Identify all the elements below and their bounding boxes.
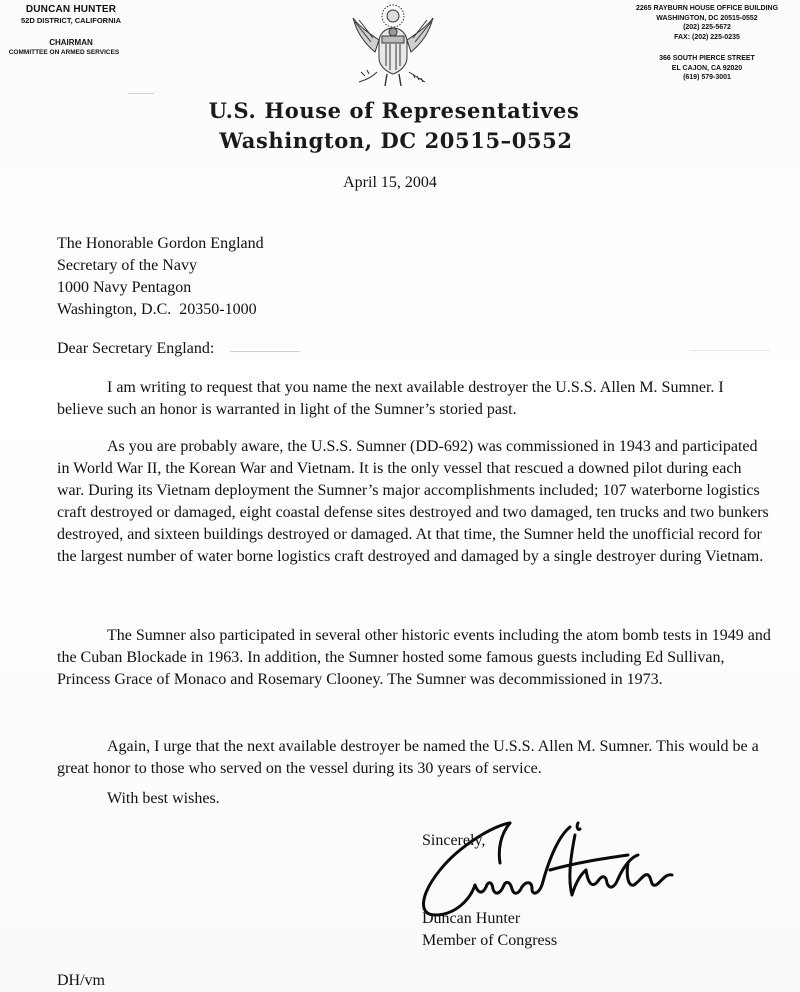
dc-office-line: FAX: (202) 225-0235: [674, 33, 740, 41]
house-address: Washington, DC 20515–0552: [219, 128, 573, 153]
letterhead-offices-block: [622, 4, 792, 83]
great-seal-eagle-icon: [349, 2, 437, 88]
recipient-line: Washington, D.C. 20350-1000: [57, 301, 257, 318]
member-name: DUNCAN HUNTER: [25, 4, 117, 15]
dc-office-line: (202) 225-5672: [683, 24, 731, 31]
dc-office-line: 2265 RAYBURN HOUSE OFFICE BUILDING: [635, 5, 779, 12]
signer-title: Member of Congress: [422, 932, 558, 949]
recipient-address: [57, 233, 264, 321]
district-office-line: (619) 579-3001: [683, 74, 731, 81]
body-paragraph: Again, I urge that the next available destroyer be named the U.S.S. Allen M. Sumner. This would be a great honor to those who served on the vessel during its 30 years of service.: [57, 738, 759, 777]
member-committee: COMMITTEE ON ARMED SERVICES: [8, 49, 120, 56]
body-paragraph: The Sumner also participated in several other historic events including the atom bomb tests in 1949 and the Cuban Blockade in 1963. In addition, the Sumner hosted some famous guests including Ed Sullivan, Princess Grace of Monaco and Rosemary Clooney. The Sumner was decommissioned in 1973.: [57, 627, 771, 688]
body-paragraph: As you are probably aware, the U.S.S. Sumner (DD-692) was commissioned in 1943 and participated in World War II, the Korean War and Vietnam. It is the only vessel that rescued a downed pilot during each war. During its Vietnam deployment the Sumner’s major accomplishments included; 107 waterborne logistics craft destroyed or damaged, eight coastal defense sites destroyed and two damaged, ten trucks and two bunkers destroyed, and sixteen buildings destroyed or damaged. At that time, the Sumner held the unofficial record for the largest number of water borne logistics craft destroyed and damaged by a single destroyer during Vietnam.: [57, 438, 769, 565]
salutation: Dear Secretary England:: [57, 340, 215, 357]
signer-name: Duncan Hunter: [422, 910, 521, 927]
recipient-line: The Honorable Gordon England: [57, 235, 264, 252]
closing-wishes: With best wishes.: [107, 790, 220, 807]
signer-block: [422, 908, 557, 952]
typist-initials: DH/vm: [57, 972, 105, 989]
recipient-line: 1000 Navy Pentagon: [57, 279, 192, 296]
letter-date: April 15, 2004: [343, 174, 437, 191]
sign-off: Sincerely,: [422, 832, 486, 849]
dc-office-line: WASHINGTON, DC 20515-0552: [656, 14, 758, 22]
house-title: U.S. House of Representatives: [208, 98, 580, 123]
letterhead-member-block: [6, 4, 136, 56]
district-office-line: EL CAJON, CA 92020: [671, 64, 743, 72]
member-role: CHAIRMAN: [49, 38, 93, 47]
member-district: 52D DISTRICT, CALIFORNIA: [20, 16, 121, 25]
recipient-line: Secretary of the Navy: [57, 257, 197, 274]
district-office-line: 366 SOUTH PIERCE STREET: [659, 55, 755, 62]
body-paragraph: I am writing to request that you name the next available destroyer the U.S.S. Allen M. Sumner. I believe such an honor is warranted in light of the Sumner’s storied past.: [57, 379, 724, 418]
